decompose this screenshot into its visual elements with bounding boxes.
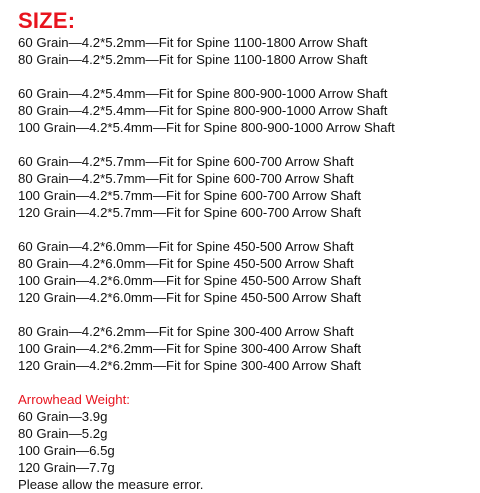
size-group-5-4mm bbox=[18, 85, 474, 136]
size-group-5-2mm bbox=[18, 34, 474, 68]
weight-line: 60 Grain—3.9g bbox=[18, 409, 108, 424]
weight-line: 120 Grain—7.7g bbox=[18, 460, 115, 475]
size-line: 80 Grain—4.2*6.0mm—Fit for Spine 450-500 Arrow Shaft bbox=[18, 256, 354, 271]
size-line: 120 Grain—4.2*6.0mm—Fit for Spine 450-500 Arrow Shaft bbox=[18, 290, 362, 305]
size-line: 100 Grain—4.2*5.4mm—Fit for Spine 800-900-1000 Arrow Shaft bbox=[18, 120, 395, 135]
weight-line: 80 Grain—5.2g bbox=[18, 426, 108, 441]
size-line: 100 Grain—4.2*6.0mm—Fit for Spine 450-500 Arrow Shaft bbox=[18, 273, 362, 288]
size-line: 60 Grain—4.2*6.0mm—Fit for Spine 450-500 Arrow Shaft bbox=[18, 239, 354, 254]
size-heading: SIZE: bbox=[18, 8, 76, 33]
size-line: 100 Grain—4.2*5.7mm—Fit for Spine 600-700 Arrow Shaft bbox=[18, 188, 362, 203]
weight-line: 100 Grain—6.5g bbox=[18, 443, 115, 458]
size-line: 60 Grain—4.2*5.7mm—Fit for Spine 600-700 Arrow Shaft bbox=[18, 154, 354, 169]
size-line: 80 Grain—4.2*5.7mm—Fit for Spine 600-700 Arrow Shaft bbox=[18, 171, 354, 186]
size-line: 120 Grain—4.2*6.2mm—Fit for Spine 300-400 Arrow Shaft bbox=[18, 358, 362, 373]
spec-sheet bbox=[18, 8, 474, 493]
size-line: 80 Grain—4.2*5.4mm—Fit for Spine 800-900-1000 Arrow Shaft bbox=[18, 103, 388, 118]
size-line: 80 Grain—4.2*5.2mm—Fit for Spine 1100-1800 Arrow Shaft bbox=[18, 52, 368, 67]
size-group-5-7mm bbox=[18, 153, 474, 221]
size-line: 60 Grain—4.2*5.4mm—Fit for Spine 800-900-1000 Arrow Shaft bbox=[18, 86, 388, 101]
size-group-6-2mm bbox=[18, 323, 474, 374]
measure-error-note: Please allow the measure error. bbox=[18, 477, 204, 492]
size-line: 60 Grain—4.2*5.2mm—Fit for Spine 1100-1800 Arrow Shaft bbox=[18, 35, 368, 50]
weight-heading: Arrowhead Weight: bbox=[18, 392, 130, 407]
size-line: 120 Grain—4.2*5.7mm—Fit for Spine 600-700 Arrow Shaft bbox=[18, 205, 362, 220]
size-line: 80 Grain—4.2*6.2mm—Fit for Spine 300-400 Arrow Shaft bbox=[18, 324, 354, 339]
weight-section bbox=[18, 391, 474, 493]
size-line: 100 Grain—4.2*6.2mm—Fit for Spine 300-400 Arrow Shaft bbox=[18, 341, 362, 356]
size-section bbox=[18, 8, 474, 374]
size-group-6-0mm bbox=[18, 238, 474, 306]
